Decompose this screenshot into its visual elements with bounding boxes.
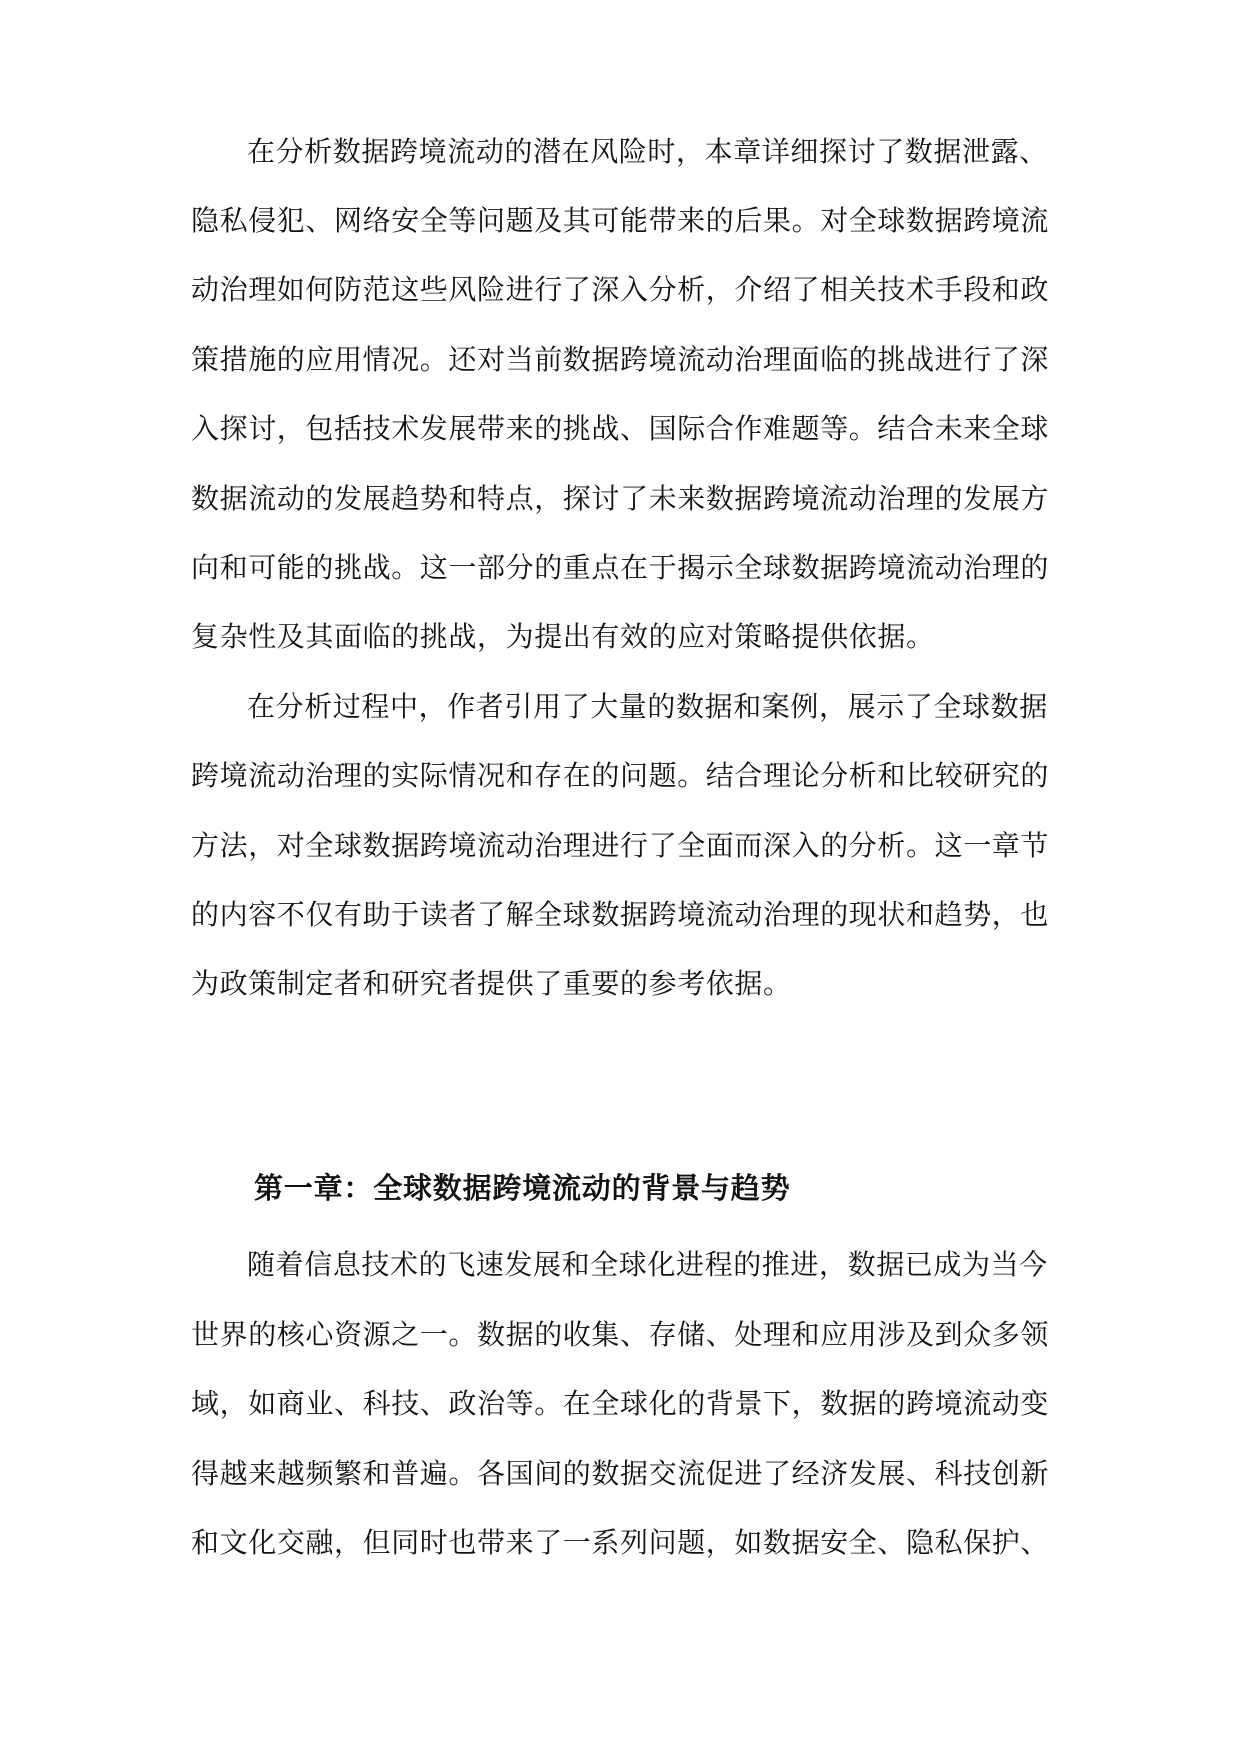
paragraph-3-line-3: 域，如商业、科技、政治等。在全球化的背景下，数据的跨境流动变 [191, 1387, 1050, 1420]
paragraph-2-line-3: 方法，对全球数据跨境流动治理进行了全面而深入的分析。这一章节 [191, 829, 1050, 862]
paragraph-1-line-2: 隐私侵犯、网络安全等问题及其可能带来的后果。对全球数据跨境流 [191, 204, 1050, 237]
paragraph-2-line-5: 为政策制定者和研究者提供了重要的参考依据。 [191, 967, 792, 1000]
paragraph-1-line-3: 动治理如何防范这些风险进行了深入分析，介绍了相关技术手段和政 [191, 273, 1050, 306]
chapter-heading: 第一章：全球数据跨境流动的背景与趋势 [254, 1171, 791, 1205]
paragraph-2-line-1: 在分析过程中，作者引用了大量的数据和案例，展示了全球数据 [247, 690, 1048, 723]
paragraph-2-line-4: 的内容不仅有助于读者了解全球数据跨境流动治理的现状和趋势，也 [191, 898, 1050, 931]
paragraph-1-line-7: 向和可能的挑战。这一部分的重点在于揭示全球数据跨境流动治理的 [191, 551, 1050, 584]
paragraph-3-line-5: 和文化交融，但同时也带来了一系列问题，如数据安全、隐私保护、 [191, 1526, 1050, 1559]
paragraph-1-line-4: 策措施的应用情况。还对当前数据跨境流动治理面临的挑战进行了深 [191, 343, 1050, 376]
paragraph-3-line-2: 世界的核心资源之一。数据的收集、存储、处理和应用涉及到众多领 [191, 1318, 1050, 1351]
paragraph-1-line-1: 在分析数据跨境流动的潜在风险时，本章详细探讨了数据泄露、 [247, 135, 1048, 168]
paragraph-3-line-4: 得越来越频繁和普遍。各国间的数据交流促进了经济发展、科技创新 [191, 1457, 1050, 1490]
paragraph-1-line-8: 复杂性及其面临的挑战，为提出有效的应对策略提供依据。 [191, 620, 935, 653]
paragraph-1-line-6: 数据流动的发展趋势和特点，探讨了未来数据跨境流动治理的发展方 [191, 482, 1050, 515]
paragraph-3-line-1: 随着信息技术的飞速发展和全球化进程的推进，数据已成为当今 [247, 1248, 1048, 1281]
paragraph-2-line-2: 跨境流动治理的实际情况和存在的问题。结合理论分析和比较研究的 [191, 759, 1050, 792]
paragraph-1-line-5: 入探讨，包括技术发展带来的挑战、国际合作难题等。结合未来全球 [191, 412, 1050, 445]
